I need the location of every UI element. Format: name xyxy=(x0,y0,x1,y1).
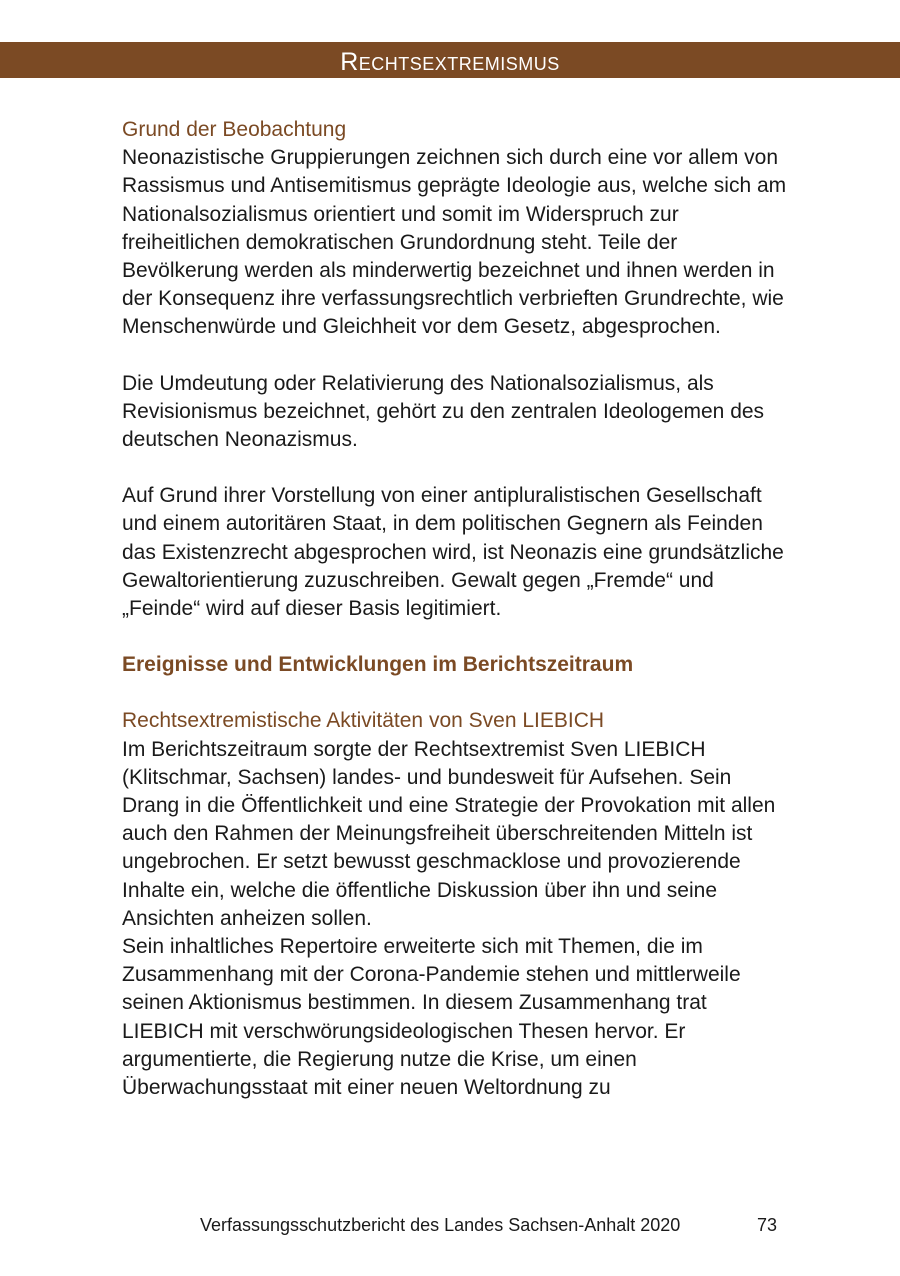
paragraph-gap xyxy=(122,454,792,482)
page-number: 73 xyxy=(757,1215,778,1235)
paragraph-gap xyxy=(122,342,792,370)
paragraph-ideologie: Neonazistische Gruppierungen zeichnen sich durch eine vor allem von Rassismus und Antisemitismus geprägte Ideologie aus, welche sich am Nationalsozialismus orientiert und somit im Widerspruch zur freiheitlichen demokratischen Grundordnung steht. Teile der Bevölkerung werden als minderwertig bezeichnet und ihnen werden in der Konsequenz ihre verfassungsrechtlich verbrieften Grundrechte, wie Menschenwürde und Gleichheit vor dem Gesetz, abgesprochen. xyxy=(122,146,787,339)
paragraph-revisionismus: Die Umdeutung oder Relativierung des Nationalsozialismus, als Revisionismus bezeichnet, gehört zu den zentralen Ideologemen des deutschen Neonazismus. xyxy=(122,371,765,452)
page-body xyxy=(122,116,792,1102)
chapter-title: Rechtsextremismus xyxy=(340,48,560,76)
paragraph-liebich-aufsehen: Im Berichtszeitraum sorgte der Rechtsextremist Sven LIEBICH (Klitschmar, Sachsen) landes- und bundesweit für Aufsehen. Sein Drang in die Öffentlichkeit und eine Strategie der Provokation mit allen auch den Rahmen der Meinungsfreiheit überschreitenden Mitteln ist ungebrochen. Er setzt bewusst geschmacklose und provozierende Inhalte ein, welche die öffentliche Diskussion über ihn und seine Ansichten anheizen sollen. xyxy=(122,737,776,930)
paragraph-gap xyxy=(122,623,792,651)
section-heading-grund: Grund der Beobachtung xyxy=(122,118,347,141)
section-heading-liebich: Rechtsextremistische Aktivitäten von Sven LIEBICH xyxy=(122,709,605,733)
paragraph-gewalt: Auf Grund ihrer Vorstellung von einer antipluralistischen Gesellschaft und einem autoritären Staat, in dem politischen Gegnern als Feinden das Existenzrecht abgesprochen wird, ist Neonazis eine grundsätzliche Gewaltorientierung zuzuschreiben. Gewalt gegen „Fremde“ und „Feinde“ wird auf dieser Basis legitimiert. xyxy=(122,484,784,621)
footer-publication-title: Verfassungsschutzbericht des Landes Sachsen-Anhalt 2020 xyxy=(200,1215,681,1235)
chapter-header-bar xyxy=(0,42,900,78)
paragraph-liebich-corona: Sein inhaltliches Repertoire erweiterte sich mit Themen, die im Zusammenhang mit der Corona-Pandemie stehen und mittlerweile seinen Aktionismus bestimmen. In diesem Zusammenhang trat LIEBICH mit verschwörungsideologischen Thesen hervor. Er argumentierte, die Regierung nutze die Krise, um einen Überwachungsstaat mit einer neuen Weltordnung zu xyxy=(122,935,741,1100)
section-heading-ereignisse: Ereignisse und Entwicklungen im Berichtszeitraum xyxy=(122,653,634,677)
paragraph-gap xyxy=(122,679,792,707)
